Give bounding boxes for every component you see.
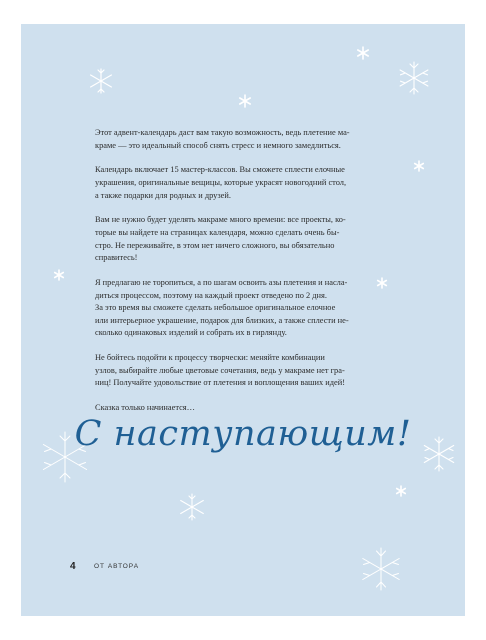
greeting-title: С наступающим! [74,414,412,454]
snowflake-icon [397,61,431,95]
paragraph: Календарь включает 15 мастер-классов. Вы сможете сплести елочные украшения, оригинальные вещицы, которые украсят новогодний стол, а также подарки для родных и друзей. [95,165,347,200]
body-text [95,127,395,427]
paragraph: Сказка только начинается… [95,403,196,413]
paragraph: Вам не нужно будет уделять макраме много времени: все проекты, ко- торые вы найдете на страницах календаря, можно сделать очень бы- стро. Не переживайте, в этом нет ничего сложного, вы обязательно справитесь! [95,215,346,263]
snowflake-icon [395,485,407,497]
snowflake-icon [178,493,206,521]
paragraph: Я предлагаю не торопиться, а по шагам освоить азы плетения и насла- диться процессом, поэтому на каждый проект отведено по 2 дня. За это время вы сможете сделать небольшое оригинальное елочное или интерьерное украшение, подарок для близких, а также сплести не- сколько одинаковых изделий и собрать их в гирлянду. [95,277,349,338]
snowflake-icon [238,94,252,108]
paragraph: Этот адвент-календарь даст вам такую возможность, ведь плетение ма- краме — это идеальный способ снять стресс и немного замедлиться. [95,128,350,150]
page-number: 4 [70,561,76,572]
snowflake-icon [358,546,404,592]
paragraph: Не бойтесь подойти к процессу творчески: меняйте комбинации узлов, выбирайте любые цветовые сочетания, ведь у макраме нет гра- ниц! Получайте удовольствие от плетения и воплощения ваших идей! [95,353,345,388]
snowflake-icon [53,269,65,281]
snowflake-icon [413,160,425,172]
snowflake-icon [88,68,114,94]
section-title: ОТ АВТОРА [94,563,140,570]
snowflake-icon [356,46,370,60]
